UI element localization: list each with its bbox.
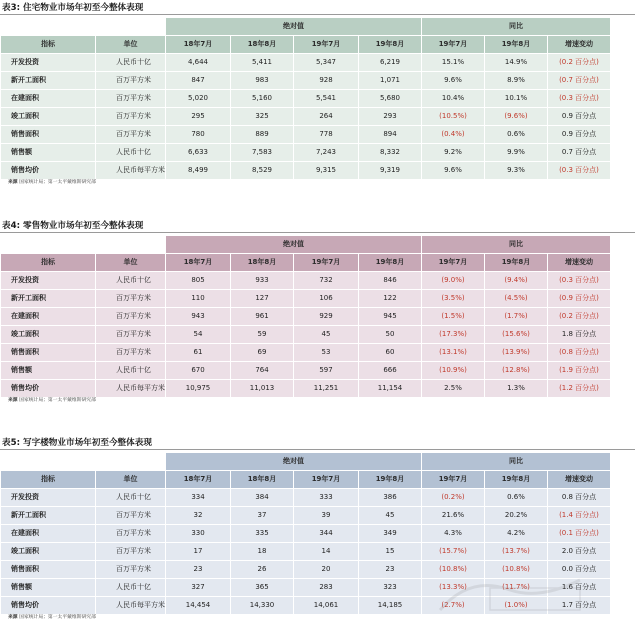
indicator-cell: 销售面积 [1, 561, 95, 578]
value-cell: 11,013 [231, 380, 293, 397]
value-cell: (9.6%) [485, 108, 547, 125]
value-cell: 14 [294, 543, 358, 560]
group-header-absolute: 绝对值 [166, 18, 421, 35]
unit-cell: 百万平方米 [96, 543, 165, 560]
table-row [1, 72, 610, 89]
value-cell: 670 [166, 362, 230, 379]
value-cell: 45 [359, 507, 421, 524]
table-row [1, 126, 610, 143]
indicator-cell: 新开工面积 [1, 290, 95, 307]
column-header: 单位 [96, 254, 165, 271]
value-cell: (1.9 百分点) [548, 362, 610, 379]
unit-cell: 人民币十亿 [96, 144, 165, 161]
divider [0, 449, 635, 450]
indicator-cell: 新开工面积 [1, 72, 95, 89]
table-row [1, 308, 610, 325]
table-row [1, 489, 610, 506]
value-cell: (3.5%) [422, 290, 484, 307]
indicator-cell: 销售均价 [1, 597, 95, 614]
value-cell: 4,644 [166, 54, 230, 71]
value-cell: 0.7 百分点 [548, 144, 610, 161]
value-cell: 344 [294, 525, 358, 542]
value-cell: (13.7%) [485, 543, 547, 560]
table-row [1, 162, 610, 179]
unit-cell: 人民币每平方米 [96, 162, 165, 179]
value-cell: 334 [166, 489, 230, 506]
value-cell: 53 [294, 344, 358, 361]
group-header-yoy: 同比 [422, 453, 610, 470]
value-cell: (10.5%) [422, 108, 484, 125]
value-cell: (13.1%) [422, 344, 484, 361]
value-cell: 384 [231, 489, 293, 506]
unit-cell: 百万平方米 [96, 525, 165, 542]
value-cell: 14,454 [166, 597, 230, 614]
value-cell: (0.7 百分点) [548, 72, 610, 89]
unit-cell: 百万平方米 [96, 126, 165, 143]
source-text: 国家统计局；第一太平戴维斯研究部 [19, 398, 96, 403]
value-cell: 10.1% [485, 90, 547, 107]
value-cell: 54 [166, 326, 230, 343]
column-header: 19年7月 [294, 254, 358, 271]
unit-cell: 人民币十亿 [96, 54, 165, 71]
value-cell: 127 [231, 290, 293, 307]
value-cell: 17 [166, 543, 230, 560]
value-cell: 61 [166, 344, 230, 361]
value-cell: 106 [294, 290, 358, 307]
column-header-row [1, 254, 610, 271]
value-cell: 60 [359, 344, 421, 361]
indicator-cell: 销售均价 [1, 380, 95, 397]
value-cell: 943 [166, 308, 230, 325]
value-cell: (11.7%) [485, 579, 547, 596]
column-header: 19年7月 [422, 254, 484, 271]
column-header: 19年8月 [359, 471, 421, 488]
value-cell: 1.8 百分点 [548, 326, 610, 343]
value-cell: 0.6% [485, 489, 547, 506]
value-cell: 6,633 [166, 144, 230, 161]
value-cell: (13.9%) [485, 344, 547, 361]
group-header-row [1, 18, 610, 35]
value-cell: 961 [231, 308, 293, 325]
group-header-row [1, 453, 610, 470]
source-note [8, 396, 96, 403]
value-cell: (0.3 百分点) [548, 90, 610, 107]
value-cell: 10,975 [166, 380, 230, 397]
indicator-cell: 竣工面积 [1, 543, 95, 560]
value-cell: (9.4%) [485, 272, 547, 289]
unit-cell: 百万平方米 [96, 561, 165, 578]
value-cell: 365 [231, 579, 293, 596]
value-cell: (0.4%) [422, 126, 484, 143]
column-header: 增速变动 [548, 471, 610, 488]
column-header: 19年8月 [485, 471, 547, 488]
value-cell: 9,319 [359, 162, 421, 179]
source-text: 国家统计局；第一太平戴维斯研究部 [19, 615, 96, 620]
value-cell: 323 [359, 579, 421, 596]
value-cell: 732 [294, 272, 358, 289]
value-cell: 14,330 [231, 597, 293, 614]
value-cell: 11,154 [359, 380, 421, 397]
value-cell: (1.4 百分点) [548, 507, 610, 524]
value-cell: 335 [231, 525, 293, 542]
group-header-absolute: 绝对值 [166, 236, 421, 253]
group-header-row [1, 236, 610, 253]
column-header: 19年7月 [294, 36, 358, 53]
value-cell: 4.3% [422, 525, 484, 542]
retail-table-section [0, 218, 635, 403]
value-cell: (0.2 百分点) [548, 308, 610, 325]
value-cell: 26 [231, 561, 293, 578]
column-header: 指标 [1, 254, 95, 271]
value-cell: 386 [359, 489, 421, 506]
value-cell: 23 [359, 561, 421, 578]
value-cell: 929 [294, 308, 358, 325]
table-title: 表4: 零售物业市场年初至今整体表现 [2, 221, 144, 231]
value-cell: 8,332 [359, 144, 421, 161]
value-cell: 778 [294, 126, 358, 143]
table-row [1, 525, 610, 542]
column-header: 指标 [1, 471, 95, 488]
value-cell: 39 [294, 507, 358, 524]
unit-cell: 百万平方米 [96, 72, 165, 89]
value-cell: 666 [359, 362, 421, 379]
source-label: 来源 [8, 398, 18, 403]
indicator-cell: 在建面积 [1, 308, 95, 325]
value-cell: (0.9 百分点) [548, 290, 610, 307]
value-cell: 846 [359, 272, 421, 289]
value-cell: 330 [166, 525, 230, 542]
value-cell: 59 [231, 326, 293, 343]
column-header: 指标 [1, 36, 95, 53]
value-cell: 20.2% [485, 507, 547, 524]
value-cell: 333 [294, 489, 358, 506]
indicator-cell: 竣工面积 [1, 326, 95, 343]
column-header: 19年8月 [485, 36, 547, 53]
value-cell: (1.5%) [422, 308, 484, 325]
value-cell: (17.3%) [422, 326, 484, 343]
value-cell: 5,541 [294, 90, 358, 107]
indicator-cell: 开发投资 [1, 54, 95, 71]
table-title: 表5: 写字楼物业市场年初至今整体表现 [2, 438, 152, 448]
value-cell: 283 [294, 579, 358, 596]
column-header: 增速变动 [548, 254, 610, 271]
column-header: 18年8月 [231, 254, 293, 271]
value-cell: (15.6%) [485, 326, 547, 343]
source-label: 来源 [8, 180, 18, 185]
table-row [1, 326, 610, 343]
value-cell: 0.9 百分点 [548, 108, 610, 125]
table-row [1, 362, 610, 379]
indicator-cell: 竣工面积 [1, 108, 95, 125]
value-cell: 14.9% [485, 54, 547, 71]
indicator-cell: 新开工面积 [1, 507, 95, 524]
value-cell: 8.9% [485, 72, 547, 89]
value-cell: 4.2% [485, 525, 547, 542]
unit-cell: 人民币十亿 [96, 272, 165, 289]
value-cell: 325 [231, 108, 293, 125]
value-cell: (12.8%) [485, 362, 547, 379]
indicator-cell: 销售面积 [1, 344, 95, 361]
column-header: 18年7月 [166, 471, 230, 488]
column-header: 19年7月 [422, 471, 484, 488]
value-cell: 32 [166, 507, 230, 524]
header-spacer [1, 236, 165, 253]
value-cell: (9.0%) [422, 272, 484, 289]
value-cell: 5,160 [231, 90, 293, 107]
unit-cell: 百万平方米 [96, 507, 165, 524]
value-cell: 5,020 [166, 90, 230, 107]
value-cell: (0.3 百分点) [548, 162, 610, 179]
indicator-cell: 开发投资 [1, 489, 95, 506]
value-cell: 764 [231, 362, 293, 379]
table-row [1, 290, 610, 307]
column-header: 19年8月 [359, 36, 421, 53]
value-cell: 69 [231, 344, 293, 361]
value-cell: (0.2 百分点) [548, 54, 610, 71]
value-cell: 18 [231, 543, 293, 560]
source-text: 国家统计局；第一太平戴维斯研究部 [19, 180, 96, 185]
column-header-row [1, 36, 610, 53]
value-cell: (0.8 百分点) [548, 344, 610, 361]
value-cell: 2.0 百分点 [548, 543, 610, 560]
unit-cell: 人民币十亿 [96, 362, 165, 379]
indicator-cell: 在建面积 [1, 90, 95, 107]
value-cell: 10.4% [422, 90, 484, 107]
indicator-cell: 在建面积 [1, 525, 95, 542]
table-row [1, 108, 610, 125]
value-cell: 9.2% [422, 144, 484, 161]
value-cell: 5,680 [359, 90, 421, 107]
data-table [0, 17, 611, 180]
data-table [0, 235, 611, 398]
table-row [1, 507, 610, 524]
value-cell: 0.9 百分点 [548, 126, 610, 143]
value-cell: 928 [294, 72, 358, 89]
unit-cell: 人民币十亿 [96, 489, 165, 506]
value-cell: 295 [166, 108, 230, 125]
office-table-section [0, 435, 635, 620]
table-row [1, 144, 610, 161]
unit-cell: 百万平方米 [96, 344, 165, 361]
value-cell: 9.6% [422, 72, 484, 89]
unit-cell: 百万平方米 [96, 326, 165, 343]
value-cell: 122 [359, 290, 421, 307]
column-header: 18年8月 [231, 36, 293, 53]
value-cell: (13.3%) [422, 579, 484, 596]
value-cell: 264 [294, 108, 358, 125]
value-cell: 14,061 [294, 597, 358, 614]
unit-cell: 百万平方米 [96, 290, 165, 307]
value-cell: 23 [166, 561, 230, 578]
indicator-cell: 销售额 [1, 579, 95, 596]
value-cell: 6,219 [359, 54, 421, 71]
value-cell: (10.8%) [422, 561, 484, 578]
value-cell: (4.5%) [485, 290, 547, 307]
header-spacer [1, 453, 165, 470]
indicator-cell: 销售面积 [1, 126, 95, 143]
watermark-logo [430, 570, 590, 620]
header-spacer [1, 18, 165, 35]
value-cell: 1,071 [359, 72, 421, 89]
value-cell: 1.6 百分点 [548, 579, 610, 596]
value-cell: 9.6% [422, 162, 484, 179]
indicator-cell: 开发投资 [1, 272, 95, 289]
table-row [1, 543, 610, 560]
column-header: 单位 [96, 471, 165, 488]
value-cell: 597 [294, 362, 358, 379]
column-header-row [1, 471, 610, 488]
value-cell: 1.7 百分点 [548, 597, 610, 614]
value-cell: (10.9%) [422, 362, 484, 379]
value-cell: (10.8%) [485, 561, 547, 578]
value-cell: (2.7%) [422, 597, 484, 614]
value-cell: 11,251 [294, 380, 358, 397]
value-cell: 0.6% [485, 126, 547, 143]
indicator-cell: 销售额 [1, 144, 95, 161]
value-cell: 945 [359, 308, 421, 325]
table-row [1, 380, 610, 397]
group-header-absolute: 绝对值 [166, 453, 421, 470]
value-cell: 847 [166, 72, 230, 89]
value-cell: (0.1 百分点) [548, 525, 610, 542]
indicator-cell: 销售额 [1, 362, 95, 379]
source-label: 来源 [8, 615, 18, 620]
value-cell: (0.3 百分点) [548, 272, 610, 289]
value-cell: (15.7%) [422, 543, 484, 560]
value-cell: 50 [359, 326, 421, 343]
column-header: 19年7月 [422, 36, 484, 53]
column-header: 19年7月 [294, 471, 358, 488]
value-cell: 7,583 [231, 144, 293, 161]
group-header-yoy: 同比 [422, 18, 610, 35]
value-cell: 20 [294, 561, 358, 578]
table-row [1, 272, 610, 289]
divider [0, 232, 635, 233]
value-cell: 8,499 [166, 162, 230, 179]
source-note [8, 613, 96, 620]
value-cell: 37 [231, 507, 293, 524]
value-cell: 0.8 百分点 [548, 489, 610, 506]
value-cell: 8,529 [231, 162, 293, 179]
value-cell: 14,185 [359, 597, 421, 614]
unit-cell: 人民币十亿 [96, 579, 165, 596]
value-cell: (0.2%) [422, 489, 484, 506]
indicator-cell: 销售均价 [1, 162, 95, 179]
unit-cell: 人民币每平方米 [96, 597, 165, 614]
value-cell: 805 [166, 272, 230, 289]
value-cell: 45 [294, 326, 358, 343]
value-cell: 5,347 [294, 54, 358, 71]
column-header: 18年7月 [166, 254, 230, 271]
residential-table-section [0, 0, 635, 185]
value-cell: 2.5% [422, 380, 484, 397]
unit-cell: 人民币每平方米 [96, 380, 165, 397]
table-row [1, 344, 610, 361]
value-cell: 9.9% [485, 144, 547, 161]
unit-cell: 百万平方米 [96, 90, 165, 107]
value-cell: (1.0%) [485, 597, 547, 614]
unit-cell: 百万平方米 [96, 108, 165, 125]
value-cell: 894 [359, 126, 421, 143]
value-cell: 110 [166, 290, 230, 307]
value-cell: 889 [231, 126, 293, 143]
column-header: 19年8月 [359, 254, 421, 271]
value-cell: 780 [166, 126, 230, 143]
unit-cell: 百万平方米 [96, 308, 165, 325]
value-cell: 15.1% [422, 54, 484, 71]
value-cell: 9,315 [294, 162, 358, 179]
column-header: 单位 [96, 36, 165, 53]
value-cell: 9.3% [485, 162, 547, 179]
group-header-yoy: 同比 [422, 236, 610, 253]
value-cell: 1.3% [485, 380, 547, 397]
value-cell: 983 [231, 72, 293, 89]
value-cell: 5,411 [231, 54, 293, 71]
column-header: 19年8月 [485, 254, 547, 271]
source-note [8, 178, 96, 185]
column-header: 增速变动 [548, 36, 610, 53]
value-cell: 349 [359, 525, 421, 542]
column-header: 18年8月 [231, 471, 293, 488]
value-cell: (1.2 百分点) [548, 380, 610, 397]
value-cell: 21.6% [422, 507, 484, 524]
value-cell: 293 [359, 108, 421, 125]
table-title: 表3: 住宅物业市场年初至今整体表现 [2, 3, 144, 13]
value-cell: 0.0 百分点 [548, 561, 610, 578]
column-header: 18年7月 [166, 36, 230, 53]
value-cell: 15 [359, 543, 421, 560]
value-cell: 7,243 [294, 144, 358, 161]
value-cell: (1.7%) [485, 308, 547, 325]
divider [0, 14, 635, 15]
value-cell: 933 [231, 272, 293, 289]
value-cell: 327 [166, 579, 230, 596]
table-row [1, 54, 610, 71]
table-row [1, 90, 610, 107]
